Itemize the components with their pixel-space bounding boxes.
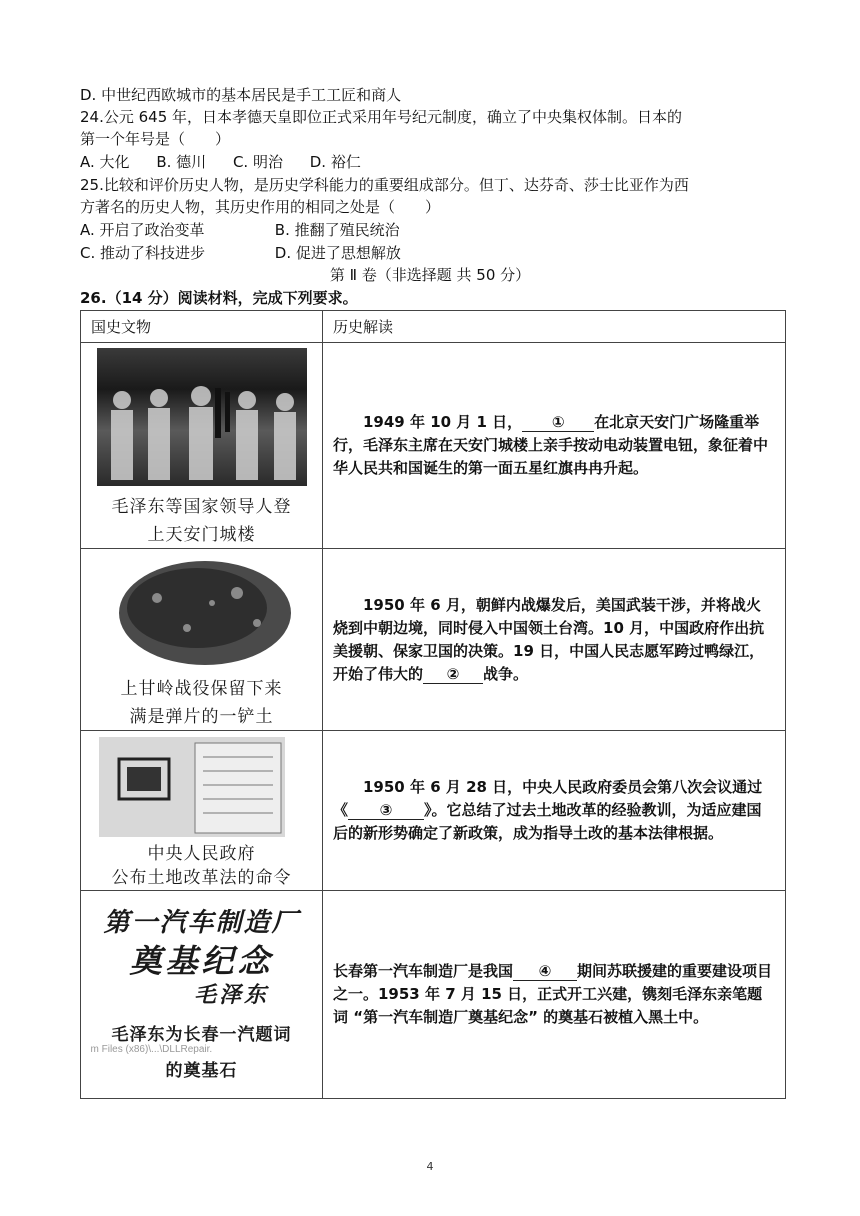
interpretation-post: 期间苏联援建的重要建设项目之一。1953 年 7 月 15 日，正式开工兴建，镌刻毛泽东亲笔题词 “第一汽车制造厂奠基纪念” 的奠基石被植入黑土中。 bbox=[333, 962, 773, 1026]
interpretation-post: 》。它总结了过去土地改革的经验教训，为适应建国后的新形势确定了新政策，成为指导土改的基本法律根据。 bbox=[333, 801, 762, 842]
q24-option-d: D. 裕仁 bbox=[309, 153, 361, 171]
q26-stem: 26.（14 分）阅读材料，完成下列要求。 bbox=[80, 289, 358, 307]
q23-option-d: D. 中世纪西欧城市的基本居民是手工工匠和商人 bbox=[80, 86, 402, 104]
artifact-caption-line1: 毛泽东为长春一汽题词 bbox=[111, 1024, 292, 1045]
artifact-image-soil bbox=[91, 554, 313, 726]
artifact-caption-line2: 的奠基石 bbox=[165, 1060, 238, 1081]
answer-blank-2[interactable]: ② bbox=[423, 665, 483, 684]
header-interpretation: 历史解读 bbox=[323, 311, 786, 343]
shrapnel-soil-photo bbox=[117, 558, 293, 668]
q25-stem-line1: 25.比较和评价历史人物，是历史学科能力的重要组成部分。但丁、达芬奇、莎士比亚作为西 bbox=[80, 176, 689, 194]
q24-option-b: B. 德川 bbox=[156, 153, 207, 171]
inscription-line1: 第一汽车制造厂 bbox=[103, 907, 300, 938]
answer-blank-1[interactable]: ① bbox=[522, 413, 594, 432]
tiananmen-photo bbox=[97, 348, 307, 486]
interpretation-text bbox=[333, 776, 775, 845]
header-artifacts: 国史文物 bbox=[81, 311, 323, 343]
q25-stem-line2: 方著名的历史人物，其历史作用的相同之处是（ ） bbox=[80, 198, 441, 216]
answer-blank-3[interactable]: ③ bbox=[348, 801, 424, 820]
interpretation-cell bbox=[323, 549, 786, 731]
interpretation-text bbox=[333, 960, 775, 1029]
artifact-image-tiananmen bbox=[91, 348, 313, 544]
artifact-image-land-reform bbox=[91, 735, 313, 887]
artifact-caption-line2: 上天安门城楼 bbox=[147, 524, 256, 545]
q25-options-row2 bbox=[80, 242, 465, 264]
artifact-caption-line2: 公布土地改革法的命令 bbox=[111, 867, 292, 888]
inscription-line2: 奠基纪念 bbox=[129, 941, 274, 980]
q24-option-c: C. 明治 bbox=[232, 153, 283, 171]
artifact-cell bbox=[81, 891, 323, 1099]
interpretation-text bbox=[333, 594, 775, 686]
answer-blank-4[interactable]: ④ bbox=[513, 962, 577, 981]
q25-option-a: A. 开启了政治变革 bbox=[80, 221, 205, 239]
table-header-row bbox=[81, 311, 786, 343]
table-row bbox=[81, 549, 786, 731]
q25-option-d: D. 促进了思想解放 bbox=[274, 244, 401, 262]
q25-options-row1 bbox=[80, 219, 465, 241]
artifact-cell bbox=[81, 343, 323, 549]
interpretation-cell bbox=[323, 343, 786, 549]
artifact-caption-line1: 毛泽东等国家领导人登 bbox=[111, 496, 292, 517]
watermark-text: m Files (x86)\...\DLLRepair. bbox=[90, 1043, 213, 1055]
interpretation-pre: 1950 年 6 月，朝鲜内战爆发后，美国武装干涉，并将战火烧到中朝边境，同时侵入中国领土台湾。10 月，中国政府作出抗美援朝、保家卫国的决策。19 日，中国人民志愿军跨过鸭绿江，开始了伟大的 bbox=[333, 595, 765, 683]
interpretation-pre: 1950 年 6 月 28 日，中央人民政府委员会第八次会议通过《 bbox=[333, 778, 763, 819]
interpretation-cell bbox=[323, 731, 786, 891]
table-row bbox=[81, 343, 786, 549]
interpretation-text bbox=[333, 411, 775, 480]
interpretation-post: 战争。 bbox=[483, 664, 529, 683]
land-reform-document-photo bbox=[99, 737, 285, 837]
q24-stem-line2: 第一个年号是（ ） bbox=[80, 130, 231, 148]
artifact-image-faw bbox=[91, 896, 313, 1094]
interpretation-pre: 1949 年 10 月 1 日， bbox=[363, 413, 523, 431]
inscription-signature: 毛泽东 bbox=[193, 981, 269, 1008]
page-number: 4 bbox=[426, 1160, 434, 1173]
q24-stem-line1: 24.公元 645 年，日本孝德天皇即位正式采用年号纪元制度，确立了中央集权体制。日本的 bbox=[80, 108, 683, 126]
artifact-caption-line1: 中央人民政府 bbox=[147, 843, 256, 864]
interpretation-cell bbox=[323, 891, 786, 1099]
q24-option-a: A. 大化 bbox=[80, 153, 130, 171]
interpretation-post: 在北京天安门广场隆重举行，毛泽东主席在天安门城楼上亲手按动电动装置电钮，象征着中华人民共和国诞生的第一面五星红旗冉冉升起。 bbox=[333, 413, 769, 477]
artifact-cell bbox=[81, 549, 323, 731]
artifact-caption-line1: 上甘岭战役保留下来 bbox=[120, 678, 283, 699]
artifact-cell bbox=[81, 731, 323, 891]
q25-option-b: B. 推翻了殖民统治 bbox=[274, 221, 400, 239]
table-row bbox=[81, 891, 786, 1099]
table-row bbox=[81, 731, 786, 891]
section-2-title: 第 Ⅱ 卷（非选择题 共 50 分） bbox=[329, 266, 531, 284]
q25-option-c: C. 推动了科技进步 bbox=[80, 244, 206, 262]
q24-options bbox=[80, 151, 383, 173]
q26-table bbox=[80, 310, 786, 1099]
artifact-caption-line2: 满是弹片的一铲土 bbox=[129, 706, 274, 727]
interpretation-pre: 长春第一汽车制造厂是我国 bbox=[333, 962, 514, 980]
